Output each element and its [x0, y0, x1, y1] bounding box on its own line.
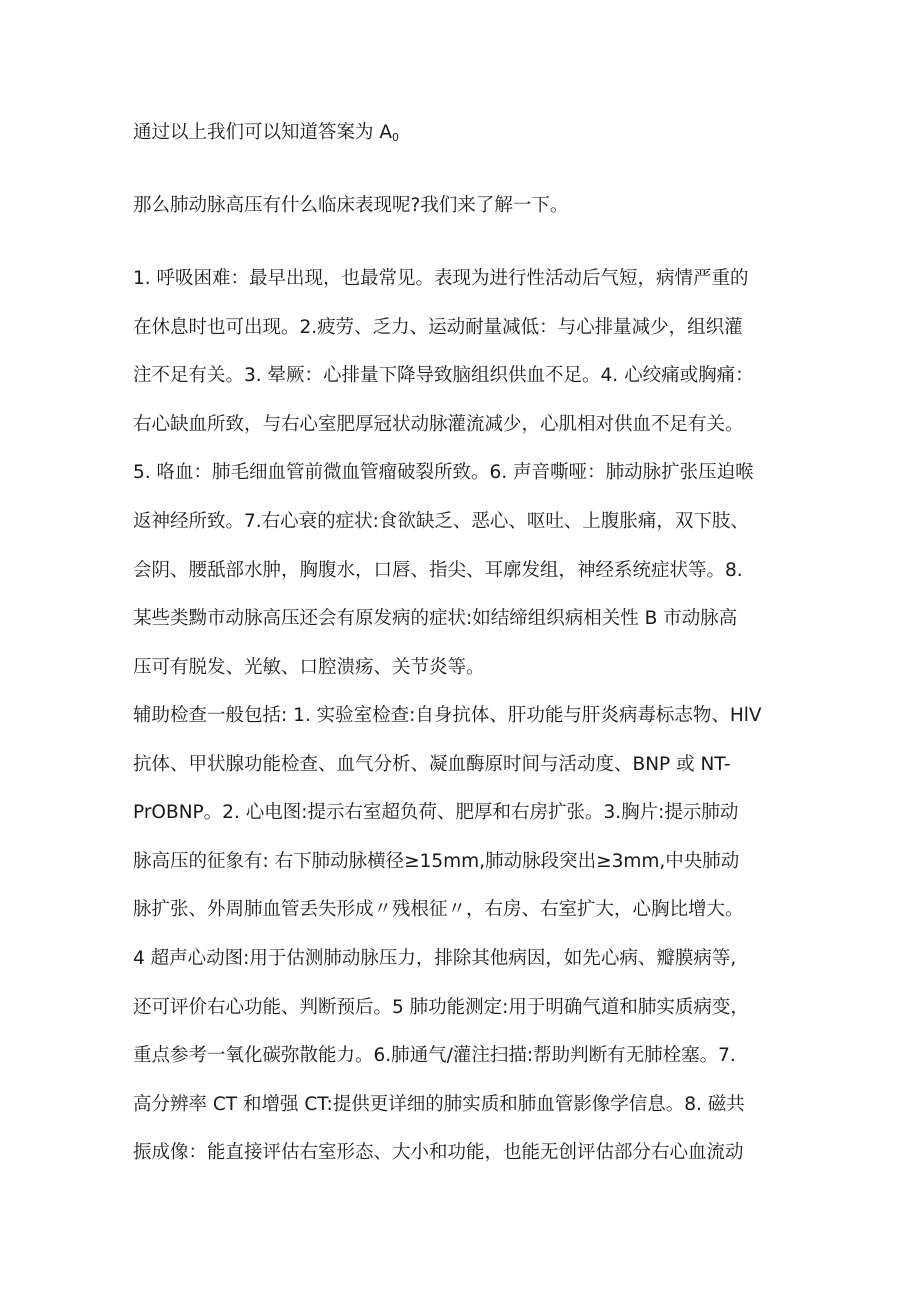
symptoms-line: 注不足有关。3. 晕厥：心排量下降导致脑组织供血不足。4. 心绞痛或胸痛： [133, 365, 754, 387]
symptoms-line: 压可有脱发、光敏、口腔溃疡、关节炎等。 [133, 656, 485, 678]
intro-subscript: 0 [392, 131, 400, 144]
exams-paragraph [133, 692, 813, 1178]
exams-line: 还可评价右心功能、判断预后。5 肺功能测定:用于明确气道和肺实质病变， [133, 996, 749, 1018]
symptoms-paragraph [133, 255, 813, 692]
question-paragraph: 那么肺动脉高压有什么临床表现呢?我们来了解一下。 [133, 195, 569, 216]
exams-line: 抗体、甲状腺功能检查、血气分析、凝血酶原时间与活动度、BNP 或 NT- [133, 753, 731, 775]
exams-line: 高分辨率 CT 和增强 CT:提供更详细的肺实质和肺血管影像学信息。8. 磁共 [133, 1093, 745, 1115]
symptoms-line: 返神经所致。7.右心衰的症状:食欲缺乏、恶心、呕吐、上腹胀痛，双下肢、 [133, 510, 749, 532]
exams-line: 脉扩张、外周肺血管丢失形成〃残根征〃，右房、右室扩大，心胸比增大。 [133, 899, 744, 921]
exams-line: 4 超声心动图:用于估测肺动脉压力，排除其他病因，如先心病、瓣膜病等, [133, 947, 737, 969]
exams-line: 重点参考一氧化碳弥散能力。6.肺通气/灌注扫描:帮助判断有无肺栓塞。7. [133, 1045, 736, 1067]
symptoms-line: 在休息时也可出现。2.疲劳、乏力、运动耐量减低：与心排量减少，组织灌 [133, 316, 743, 338]
symptoms-line: 会阴、腰舐部水肿，胸腹水，口唇、指尖、耳廓发组，神经系统症状等。8. [133, 559, 743, 581]
exams-line: PrOBNP。2. 心电图:提示右室超负荷、肥厚和右房扩张。3.胸片:提示肺动 [133, 802, 739, 824]
symptoms-line: 5. 咯血：肺毛细血管前微血管瘤破裂所致。6. 声音嘶哑：肺动脉扩张压迫喉 [133, 462, 754, 484]
symptoms-line: 1. 呼吸困难：最早出现，也最常见。表现为进行性活动后气短，病情严重的 [133, 268, 749, 289]
symptoms-line: 某些类黝市动脉高压还会有原发病的症状:如结缔组织病相关性 B 市动脉高 [133, 608, 738, 630]
exams-line: 脉高压的征象有: 右下肺动脉横径≥15mm,肺动脉段突出≥3mm,中央肺动 [133, 850, 740, 872]
intro-text: 通过以上我们可以知道答案为 A [133, 122, 393, 143]
exams-line: 振成像：能直接评估右室形态、大小和功能，也能无创评估部分右心血流动 [133, 1142, 744, 1164]
exams-line: 辅助检查一般包括: 1. 实验室检查:自身抗体、肝功能与肝炎病毒标志物、HlV [133, 705, 762, 726]
intro-paragraph [133, 118, 813, 153]
symptoms-line: 右心缺血所致，与右心室肥厚冠状动脉灌流减少，心肌相对供血不足有关。 [133, 413, 744, 435]
